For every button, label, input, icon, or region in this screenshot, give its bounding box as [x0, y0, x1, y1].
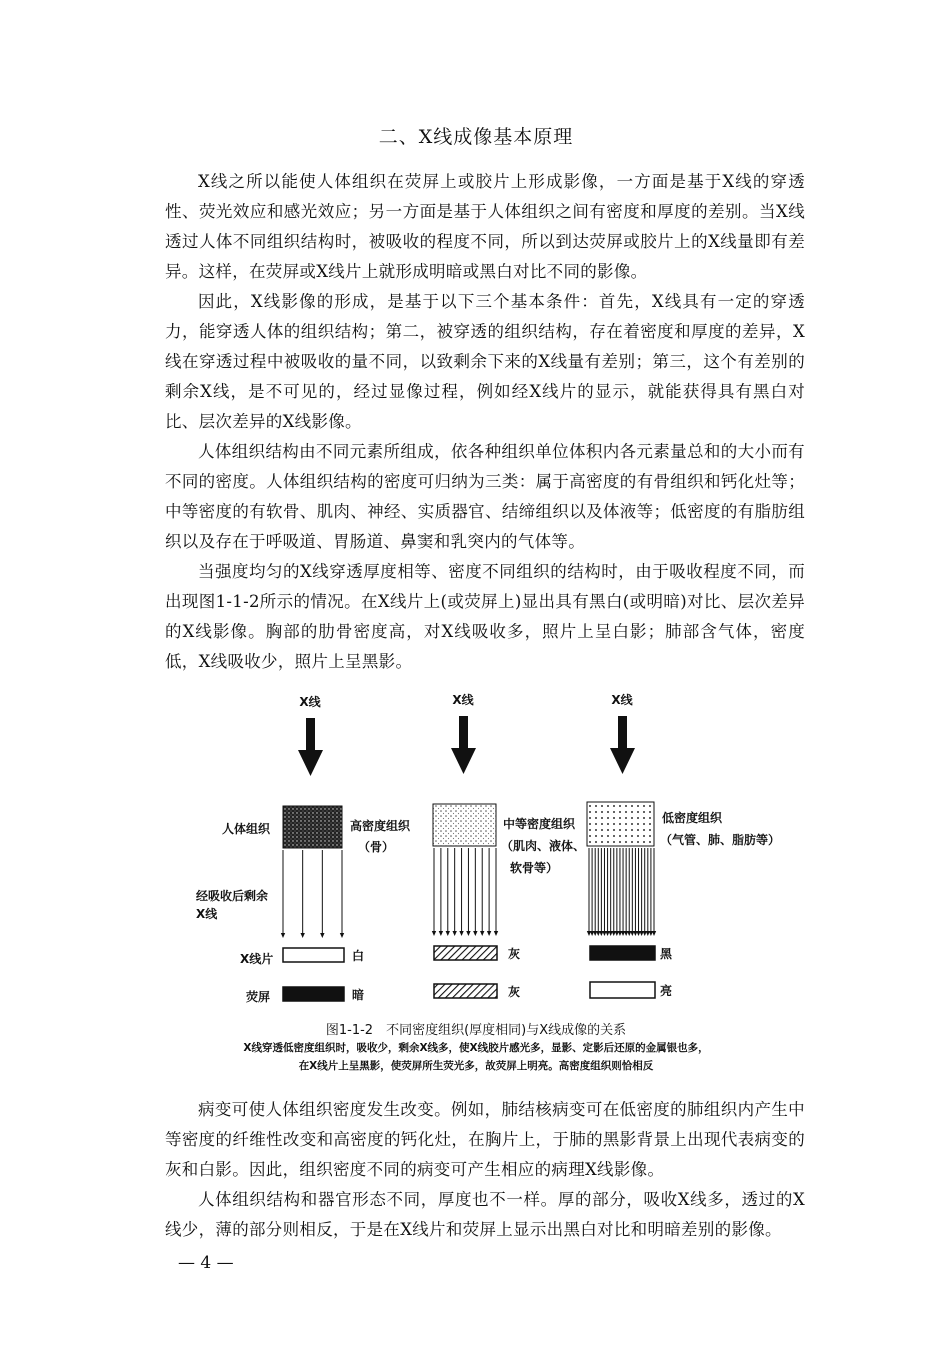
screen-black-box: [283, 987, 344, 1001]
medium-density-examples-1: （肌肉、液体、: [501, 839, 586, 853]
section-title: 二、X线成像基本原理: [378, 126, 574, 148]
film-result-high: 白: [352, 949, 365, 963]
ray-arrowhead-icon: [615, 931, 619, 936]
medium-density-examples-2: 软骨等）: [510, 861, 559, 875]
screen-label: 荧屏: [246, 990, 271, 1004]
ray-arrowhead-icon: [630, 931, 634, 936]
low-density-examples: （气管、肺、脂肪等）: [660, 833, 781, 847]
film-result-medium: 灰: [508, 947, 521, 961]
paragraph-1: X线之所以能使人体组织在荧屏上或胶片上形成影像，一方面是基于X线的穿透性、荧光效应和感光效应；另一方面是基于人体组织之间有密度和厚度的差别。当X线透过人体不同组织结构时，被吸收的程度不同，所以到达荧屏或胶片上的X线量即有差异。这样，在荧屏或X线片上就形成明暗或黑白对比不同的影像。: [165, 172, 805, 281]
residual-rays-low: [587, 848, 656, 936]
paragraph-4: 当强度均匀的X线穿透厚度相等、密度不同组织的结构时，由于吸收程度不同，而出现图1-1-2所示的情况。在X线片上(或荧屏上)显出具有黑白(或明暗)对比、层次差异的X线影像。胸部的肋骨密度高，对X线吸收多，照片上呈白影；肺部含气体，密度低，X线吸收少，照片上呈黑影。: [165, 562, 805, 671]
figure-caption-line2: 在X线片上呈黑影，使荧屏所生荧光多，故荧屏上明亮。高密度组织则恰相反: [298, 1060, 654, 1072]
screen-white-box: [590, 982, 655, 998]
ray-arrowhead-icon: [612, 931, 616, 936]
ray-arrowhead-icon: [605, 931, 609, 936]
ray-arrowhead-icon: [480, 931, 484, 936]
high-density-label: 高密度组织: [350, 819, 411, 833]
ray-arrowhead-icon: [320, 933, 324, 938]
xray-label-2: X线: [452, 693, 474, 707]
paragraph-2: 因此，X线影像的形成，是基于以下三个基本条件：首先，X线具有一定的穿透力，能穿透人体的组织结构；第二，被穿透的组织结构，存在着密度和厚度的差异，X线在穿透过程中被吸收的量不同，以致剩余下来的X线量有差别；第三，这个有差别的剩余X线，是不可见的，经过显像过程，例如经X线片的显示，就能获得具有黑白对比、层次差异的X线影像。: [165, 292, 805, 431]
ray-arrowhead-icon: [466, 931, 470, 936]
ray-arrowhead-icon: [621, 931, 625, 936]
down-arrow-icon-3: [610, 716, 635, 774]
ray-arrowhead-icon: [618, 931, 622, 936]
down-arrow-icon-1: [298, 718, 323, 776]
low-density-tissue-block: [587, 802, 654, 846]
ray-arrowhead-icon: [452, 931, 456, 936]
ray-arrowhead-icon: [649, 931, 653, 936]
ray-arrowhead-icon: [639, 931, 643, 936]
ray-arrowhead-icon: [593, 931, 597, 936]
ray-arrowhead-icon: [587, 931, 591, 936]
ray-arrowhead-icon: [599, 931, 603, 936]
film-label: X线片: [240, 952, 274, 966]
paragraph-5: 病变可使人体组织密度发生改变。例如，肺结核病变可在低密度的肺组织内产生中等密度的纤维性改变和高密度的钙化灶，在胸片上，于肺的黑影背景上出现代表病变的灰和白影。因此，组织密度不同的病变可产生相应的病理X线影像。: [165, 1100, 805, 1179]
screen-gray-box: [434, 984, 497, 998]
residual-rays-medium: [432, 848, 498, 936]
film-result-low: 黑: [660, 947, 673, 961]
film-black-box: [590, 946, 655, 960]
tissue-label: 人体组织: [222, 822, 271, 836]
residual-label-line2: X线: [196, 907, 218, 921]
paragraph-3: 人体组织结构由不同元素所组成，依各种组织单位体积内各元素量总和的大小而有不同的密度。人体组织结构的密度可归纳为三类：属于高密度的有骨组织和钙化灶等；中等密度的有软骨、肌肉、神经、实质器官、结缔组织以及体液等；低密度的有脂肪组织以及存在于呼吸道、胃肠道、鼻窦和乳突内的气体等。: [165, 442, 805, 551]
ray-arrowhead-icon: [646, 931, 650, 936]
high-density-tissue-block: [283, 806, 342, 848]
ray-arrowhead-icon: [432, 931, 436, 936]
ray-arrowhead-icon: [487, 931, 491, 936]
ray-arrowhead-icon: [633, 931, 637, 936]
ray-arrowhead-icon: [652, 931, 656, 936]
screen-result-low: 亮: [660, 984, 673, 998]
ray-arrowhead-icon: [281, 933, 285, 938]
down-arrow-icon-2: [451, 716, 476, 774]
ray-arrowhead-icon: [439, 931, 443, 936]
page-number: — 4 —: [178, 1253, 234, 1273]
high-density-examples: （骨）: [358, 840, 395, 854]
ray-arrowhead-icon: [446, 931, 450, 936]
medium-density-label: 中等密度组织: [503, 817, 576, 831]
ray-arrowhead-icon: [494, 931, 498, 936]
ray-arrowhead-icon: [473, 931, 477, 936]
screen-result-high: 暗: [352, 988, 365, 1002]
residual-rays-high: [281, 850, 344, 938]
ray-arrowhead-icon: [596, 931, 600, 936]
ray-arrowhead-icon: [340, 933, 344, 938]
ray-arrowhead-icon: [608, 931, 612, 936]
ray-arrowhead-icon: [300, 933, 304, 938]
film-gray-box: [434, 946, 497, 960]
medium-density-tissue-block: [433, 804, 496, 846]
low-density-label: 低密度组织: [662, 811, 723, 825]
residual-label-line1: 经吸收后剩余: [196, 889, 269, 903]
ray-arrowhead-icon: [590, 931, 594, 936]
paragraph-6: 人体组织结构和器官形态不同，厚度也不一样。厚的部分，吸收X线多，透过的X线少，薄的部分则相反，于是在X线片和荧屏上显示出黑白对比和明暗差别的影像。: [165, 1190, 805, 1239]
ray-arrowhead-icon: [624, 931, 628, 936]
ray-arrowhead-icon: [627, 931, 631, 936]
film-white-box: [283, 948, 344, 962]
ray-arrowhead-icon: [459, 931, 463, 936]
screen-result-medium: 灰: [508, 985, 521, 999]
ray-arrowhead-icon: [643, 931, 647, 936]
figure-caption-title: 图1-1-2 不同密度组织(厚度相同)与X线成像的关系: [325, 1023, 627, 1038]
xray-label-1: X线: [299, 695, 321, 709]
ray-arrowhead-icon: [636, 931, 640, 936]
figure-caption-line1: X线穿透低密度组织时，吸收少，剩余X线多，使X线胶片感光多，显影、定影后还原的金属银也多，: [243, 1042, 709, 1054]
ray-arrowhead-icon: [602, 931, 606, 936]
xray-label-3: X线: [611, 693, 633, 707]
